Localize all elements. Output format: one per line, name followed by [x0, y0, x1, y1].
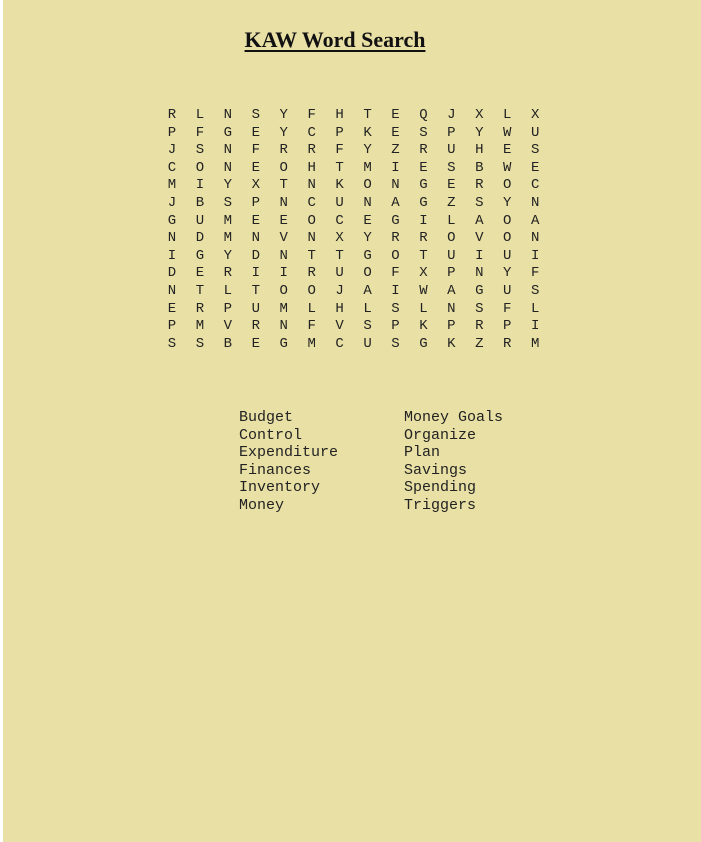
- grid-letter: C: [530, 177, 540, 194]
- grid-letter: P: [503, 318, 512, 335]
- grid-letter: H: [335, 107, 344, 123]
- grid-letter: A: [391, 194, 400, 211]
- grid-letter: S: [251, 107, 260, 123]
- grid-letter: N: [223, 159, 233, 176]
- word-list-item: Inventory: [239, 479, 321, 497]
- word-list-item: Expenditure: [239, 444, 339, 462]
- grid-letter: F: [307, 107, 316, 123]
- word-list-item: Money Goals: [404, 409, 504, 426]
- grid-letter: K: [419, 318, 428, 335]
- grid-letter: S: [195, 142, 205, 159]
- grid-letter: L: [419, 300, 428, 317]
- grid-letter: U: [251, 300, 260, 317]
- grid-row: [158, 265, 549, 283]
- grid-letter: N: [251, 230, 260, 247]
- grid-letter: I: [167, 247, 177, 264]
- grid-letter: O: [279, 159, 288, 176]
- grid-letter: N: [475, 265, 484, 282]
- grid-letter: W: [503, 124, 512, 141]
- grid-letter: T: [195, 282, 205, 299]
- word-list-item: Money: [239, 496, 285, 514]
- grid-row: [158, 230, 549, 248]
- grid-letter: I: [530, 318, 540, 335]
- word-list-item: Finances: [239, 461, 312, 479]
- grid-letter: H: [335, 300, 344, 317]
- grid-letter: O: [195, 159, 205, 176]
- grid-letter: Y: [503, 265, 512, 282]
- grid-letter: T: [251, 282, 260, 299]
- grid-row: [158, 107, 549, 125]
- grid-letter: I: [530, 247, 540, 264]
- grid-letter: E: [251, 159, 260, 176]
- grid-letter: R: [391, 230, 400, 247]
- grid-letter: Y: [475, 124, 484, 141]
- grid-letter: B: [223, 335, 233, 352]
- grid-letter: O: [503, 177, 512, 194]
- grid-letter: E: [391, 107, 400, 123]
- grid-letter: Y: [223, 177, 233, 194]
- grid-letter: G: [279, 335, 288, 352]
- grid-letter: C: [335, 212, 344, 229]
- grid-letter: S: [167, 335, 177, 352]
- grid-letter: P: [335, 124, 344, 141]
- letter-grid: [158, 107, 549, 353]
- word-list-column-2: [404, 409, 503, 515]
- grid-letter: T: [279, 177, 288, 194]
- word-list-item: Budget: [239, 409, 294, 426]
- word-list-item: Savings: [404, 461, 468, 479]
- grid-letter: R: [475, 177, 484, 194]
- grid-letter: U: [363, 335, 372, 352]
- page-title: KAW Word Search: [244, 27, 426, 52]
- grid-letter: R: [419, 142, 428, 159]
- grid-letter: X: [335, 230, 344, 247]
- grid-letter: U: [503, 247, 512, 264]
- word-list-item: Triggers: [404, 496, 477, 514]
- grid-letter: A: [530, 212, 540, 229]
- grid-letter: M: [530, 335, 540, 352]
- puzzle-page: [3, 0, 701, 842]
- grid-letter: O: [307, 212, 316, 229]
- grid-letter: I: [391, 282, 400, 299]
- grid-letter: N: [530, 194, 540, 211]
- grid-letter: F: [195, 124, 205, 141]
- grid-letter: N: [223, 107, 233, 123]
- grid-letter: Y: [223, 247, 233, 264]
- grid-letter: G: [167, 212, 177, 229]
- grid-letter: R: [503, 335, 512, 352]
- grid-letter: R: [251, 318, 260, 335]
- grid-letter: S: [391, 335, 400, 352]
- grid-letter: R: [223, 265, 233, 282]
- grid-letter: L: [307, 300, 316, 317]
- grid-letter: Z: [447, 194, 456, 211]
- grid-letter: S: [419, 124, 428, 141]
- grid-letter: U: [195, 212, 205, 229]
- grid-letter: S: [475, 194, 484, 211]
- grid-letter: E: [195, 265, 205, 282]
- grid-letter: N: [279, 318, 288, 335]
- grid-letter: B: [475, 159, 484, 176]
- grid-letter: S: [530, 142, 540, 159]
- grid-letter: G: [223, 124, 233, 141]
- grid-letter: T: [335, 159, 344, 176]
- grid-letter: I: [475, 247, 484, 264]
- grid-letter: L: [195, 107, 205, 123]
- grid-letter: M: [223, 212, 233, 229]
- grid-letter: I: [419, 212, 428, 229]
- grid-letter: Y: [503, 194, 512, 211]
- grid-letter: K: [447, 335, 456, 352]
- grid-letter: A: [363, 282, 372, 299]
- grid-letter: U: [503, 282, 512, 299]
- grid-letter: L: [363, 300, 372, 317]
- grid-letter: M: [195, 318, 205, 335]
- grid-letter: S: [363, 318, 372, 335]
- grid-letter: W: [503, 159, 512, 176]
- grid-letter: I: [195, 177, 205, 194]
- grid-letter: P: [167, 124, 177, 141]
- grid-letter: W: [419, 282, 428, 299]
- grid-letter: Y: [279, 124, 288, 141]
- grid-letter: P: [447, 318, 456, 335]
- grid-letter: Y: [363, 230, 372, 247]
- grid-letter: X: [251, 177, 260, 194]
- grid-letter: Z: [475, 335, 484, 352]
- grid-letter: D: [195, 230, 205, 247]
- grid-letter: G: [391, 212, 400, 229]
- grid-letter: M: [307, 335, 316, 352]
- grid-letter: E: [363, 212, 372, 229]
- grid-letter: N: [167, 282, 177, 299]
- grid-letter: B: [195, 194, 205, 211]
- grid-row: [158, 177, 549, 195]
- word-list-item: Organize: [404, 426, 477, 444]
- grid-letter: R: [167, 107, 177, 123]
- grid-letter: U: [335, 194, 344, 211]
- grid-letter: J: [335, 282, 344, 299]
- grid-letter: M: [167, 177, 177, 194]
- grid-letter: N: [391, 177, 400, 194]
- grid-letter: G: [419, 177, 428, 194]
- grid-letter: O: [279, 282, 288, 299]
- grid-letter: T: [419, 247, 428, 264]
- grid-letter: J: [167, 194, 177, 211]
- grid-letter: O: [503, 230, 512, 247]
- grid-letter: G: [419, 194, 428, 211]
- grid-letter: G: [475, 282, 484, 299]
- grid-letter: L: [223, 282, 233, 299]
- grid-letter: X: [530, 107, 540, 123]
- grid-letter: N: [363, 194, 372, 211]
- grid-letter: R: [307, 142, 316, 159]
- grid-row: [158, 301, 549, 319]
- grid-letter: I: [279, 265, 288, 282]
- grid-letter: T: [307, 247, 316, 264]
- grid-letter: P: [447, 265, 456, 282]
- word-list-item: Plan: [404, 444, 441, 462]
- grid-letter: G: [195, 247, 205, 264]
- grid-letter: R: [419, 230, 428, 247]
- grid-letter: S: [195, 335, 205, 352]
- grid-letter: H: [475, 142, 484, 159]
- grid-letter: N: [530, 230, 540, 247]
- grid-letter: X: [475, 107, 484, 123]
- grid-letter: J: [447, 107, 456, 123]
- grid-letter: K: [335, 177, 344, 194]
- grid-letter: O: [363, 265, 372, 282]
- grid-letter: S: [223, 194, 233, 211]
- grid-letter: N: [447, 300, 456, 317]
- grid-letter: R: [195, 300, 205, 317]
- grid-letter: E: [167, 300, 177, 317]
- grid-letter: S: [475, 300, 484, 317]
- grid-letter: U: [447, 142, 456, 159]
- grid-letter: I: [251, 265, 260, 282]
- grid-letter: G: [363, 247, 372, 264]
- grid-letter: E: [279, 212, 288, 229]
- grid-letter: S: [391, 300, 400, 317]
- grid-letter: G: [419, 335, 428, 352]
- grid-letter: C: [335, 335, 344, 352]
- grid-letter: F: [503, 300, 512, 317]
- grid-letter: E: [447, 177, 456, 194]
- grid-letter: P: [391, 318, 400, 335]
- grid-letter: O: [307, 282, 316, 299]
- grid-letter: F: [335, 142, 344, 159]
- word-list-item: Spending: [404, 479, 477, 497]
- grid-letter: V: [475, 230, 484, 247]
- grid-letter: V: [335, 318, 344, 335]
- grid-letter: H: [307, 159, 316, 176]
- grid-letter: R: [279, 142, 288, 159]
- grid-row: [158, 142, 549, 160]
- grid-letter: D: [251, 247, 260, 264]
- grid-row: [158, 195, 549, 213]
- word-list-column-1: [239, 409, 338, 515]
- grid-row: [158, 283, 549, 301]
- grid-letter: J: [167, 142, 177, 159]
- grid-letter: L: [530, 300, 540, 317]
- grid-letter: V: [279, 230, 288, 247]
- grid-letter: E: [503, 142, 512, 159]
- grid-letter: P: [251, 194, 260, 211]
- grid-letter: E: [251, 335, 260, 352]
- grid-letter: M: [223, 230, 233, 247]
- grid-letter: S: [447, 159, 456, 176]
- grid-letter: N: [307, 230, 316, 247]
- grid-letter: A: [447, 282, 456, 299]
- grid-letter: U: [447, 247, 456, 264]
- grid-letter: P: [447, 124, 456, 141]
- grid-letter: Z: [391, 142, 400, 159]
- grid-letter: L: [503, 107, 512, 123]
- grid-row: [158, 160, 549, 178]
- grid-letter: E: [251, 124, 260, 141]
- grid-letter: M: [279, 300, 288, 317]
- grid-letter: F: [391, 265, 400, 282]
- grid-letter: T: [363, 107, 372, 123]
- grid-letter: C: [307, 124, 316, 141]
- grid-letter: E: [251, 212, 260, 229]
- grid-row: [158, 336, 549, 354]
- grid-letter: K: [363, 124, 372, 141]
- grid-row: [158, 125, 549, 143]
- grid-letter: Y: [279, 107, 288, 123]
- grid-letter: U: [530, 124, 540, 141]
- grid-letter: L: [447, 212, 456, 229]
- grid-letter: D: [167, 265, 177, 282]
- grid-letter: O: [391, 247, 400, 264]
- grid-letter: N: [223, 142, 233, 159]
- grid-letter: P: [223, 300, 233, 317]
- grid-row: [158, 318, 549, 336]
- grid-letter: R: [475, 318, 484, 335]
- grid-row: [158, 248, 549, 266]
- grid-letter: N: [307, 177, 316, 194]
- grid-letter: X: [419, 265, 428, 282]
- grid-letter: N: [167, 230, 177, 247]
- grid-letter: M: [363, 159, 372, 176]
- grid-letter: O: [363, 177, 372, 194]
- grid-letter: O: [447, 230, 456, 247]
- grid-letter: F: [251, 142, 260, 159]
- grid-letter: I: [391, 159, 400, 176]
- grid-letter: O: [503, 212, 512, 229]
- grid-letter: E: [419, 159, 428, 176]
- grid-letter: N: [279, 247, 288, 264]
- grid-letter: N: [279, 194, 288, 211]
- grid-letter: U: [335, 265, 344, 282]
- grid-row: [158, 213, 549, 231]
- grid-letter: P: [167, 318, 177, 335]
- grid-letter: Y: [363, 142, 372, 159]
- grid-letter: A: [475, 212, 484, 229]
- grid-letter: V: [223, 318, 233, 335]
- word-list-item: Control: [239, 426, 303, 444]
- grid-letter: E: [530, 159, 540, 176]
- grid-letter: E: [391, 124, 400, 141]
- grid-letter: S: [530, 282, 540, 299]
- grid-letter: Q: [419, 107, 428, 123]
- grid-letter: F: [530, 265, 540, 282]
- grid-letter: C: [307, 194, 316, 211]
- grid-letter: F: [307, 318, 316, 335]
- grid-letter: R: [307, 265, 316, 282]
- grid-letter: C: [167, 159, 177, 176]
- grid-letter: T: [335, 247, 344, 264]
